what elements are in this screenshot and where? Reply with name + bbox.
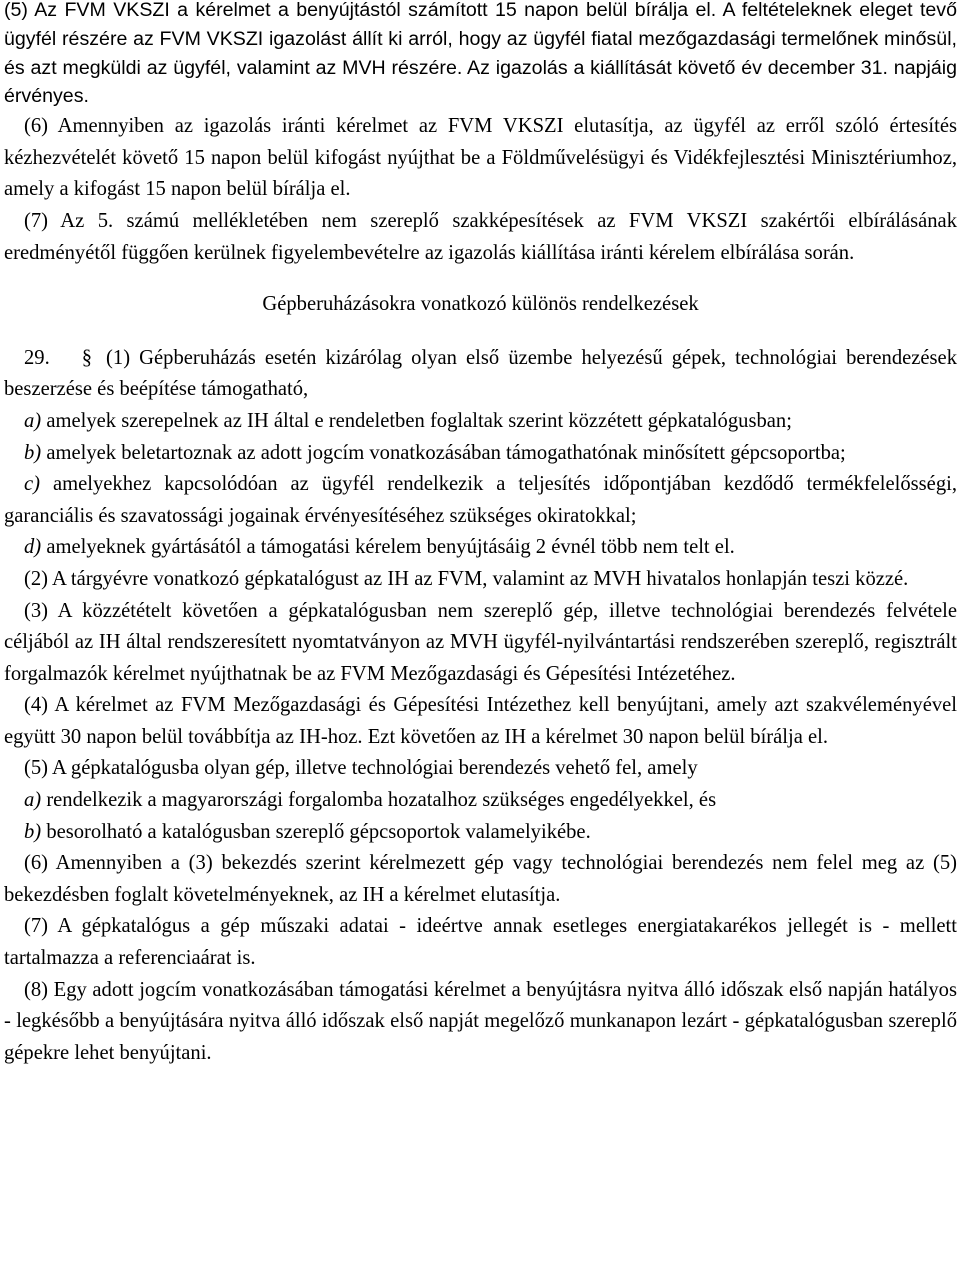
p5-list-item-b <box>4 817 957 849</box>
list-item-letter: a) <box>24 409 42 432</box>
list-item-letter: d) <box>24 536 42 559</box>
paragraph-7-gepkatalogus: (7) A gépkatalógus a gép műszaki adatai - ideértve annak esetleges energiatakarékos jellegét is - mellett tartalmazza a referenciaárat is. <box>4 915 957 970</box>
list-item-c <box>4 469 957 532</box>
paragraph-8: (8) Egy adott jogcím vonatkozásában támogatási kérelmet a benyújtásra nyitva álló időszak első napján hatályos - legkésőbb a benyújtására nyitva álló időszak első napját megelőző munkanapon lezárt - gépkatalógusban szereplő gépekre lehet benyújtani. <box>4 978 957 1064</box>
list-item-text: amelyekhez kapcsolódóan az ügyfél rendelkezik a teljesítés időpontjában kezdődő termékfelelősségi, garanciális és szavatossági jogainak érvényesítéséhez szükséges okiratokkal; <box>4 473 957 527</box>
list-item-a <box>4 406 957 438</box>
paragraph-6: (6) Amennyiben az igazolás iránti kérelmet az FVM VKSZI elutasítja, az ügyfél az erről szóló értesítés kézhezvételét követő 15 napon belül kifogást nyújthat be a Földművelésügyi és Vidékfejlesztési Minisztériumhoz, amely a kifogást 15 napon belül bírálja el. <box>4 115 957 201</box>
paragraph-5-lead: (5) A gépkatalógusba olyan gép, illetve technológiai berendezés vehető fel, amely <box>24 757 698 780</box>
paragraph-7: (7) Az 5. számú mellékletében nem szereplő szakképesítések az FVM VKSZI szakértői elbírálásának eredményétől függően kerülnek figyelembevételre az igazolás kiállítása iránti kérelem elbírálása során. <box>4 209 957 264</box>
paragraph-4: (4) A kérelmet az FVM Mezőgazdasági és Gépesítési Intézethez kell benyújtani, amely azt szakvéleményével együtt 30 napon belül továbbítja az IH-hoz. Ezt követően az IH a kérelmet 30 napon belül bírálja el. <box>4 694 957 748</box>
paragraph-1-lead: (1) Gépberuházás esetén kizárólag olyan első üzembe helyezésű gépek, technológiai berendezések beszerzése és beépítése támogatható, <box>4 346 957 401</box>
paragraph-6-gepkatalogus: (6) Amennyiben a (3) bekezdés szerint kérelmezett gép vagy technológiai berendezés nem felel meg az (5) bekezdésben foglalt követelményeknek, az IH a kérelmet elutasítja. <box>4 852 957 906</box>
paragraph-2: (2) A tárgyévre vonatkozó gépkatalógust az IH az FVM, valamint az MVH hivatalos honlapján teszi közzé. <box>24 567 909 590</box>
section-heading: Gépberuházásokra vonatkozó különös rendelkezések <box>262 293 699 316</box>
list-item-text: rendelkezik a magyarországi forgalomba hozatalhoz szükséges engedélyekkel, és <box>46 789 717 812</box>
list-item-letter: c) <box>24 473 40 496</box>
list-item-text: besorolható a katalógusban szereplő gépcsoportok valamelyikébe. <box>46 820 591 843</box>
list-item-text: amelyeknek gyártásától a támogatási kérelem benyújtásáig 2 évnél több nem telt el. <box>46 536 735 559</box>
list-item-letter: b) <box>24 441 42 464</box>
list-item-text: amelyek beletartoznak az adott jogcím vonatkozásában támogathatónak minősített gépcsoportba; <box>46 441 846 464</box>
list-item-b <box>4 438 957 470</box>
list-item-letter: a) <box>24 789 42 812</box>
paragraph-3: (3) A közzétételt követően a gépkatalógusban nem szereplő gép, illetve technológiai berendezés felvétele céljából az IH által rendszeresített nyomtatványon az MVH ügyfél-nyilvántartási rendszerében szereplő, regisztrált forgalmazók kérelmet nyújthatnak be az FVM Mezőgazdasági és Gépesítési Intézetéhez. <box>4 599 957 685</box>
list-item-d <box>4 532 957 564</box>
paragraph-5-tail: (5) Az FVM VKSZI a kérelmet a benyújtástól számított 15 napon belül bírálja el. A feltételeknek eleget tevő ügyfél részére az FVM VKSZI igazolást állít ki arról, hogy az ügyfél fiatal mezőgazdasági termelőnek minősül, és azt megküldi az ügyfél, valamint az MVH részére. Az igazolás a kiállítását követő év december 31. napjáig érvényes. <box>4 0 957 108</box>
section-29-paragraph-1 <box>4 343 957 406</box>
section-sign: § <box>81 346 93 369</box>
list-item-text: amelyek szerepelnek az IH által e rendeletben foglaltak szerint közzétett gépkatalógusban; <box>46 409 792 432</box>
list-item-letter: b) <box>24 820 42 843</box>
section-number: 29. <box>24 346 50 369</box>
p5-list-item-a <box>4 785 957 817</box>
